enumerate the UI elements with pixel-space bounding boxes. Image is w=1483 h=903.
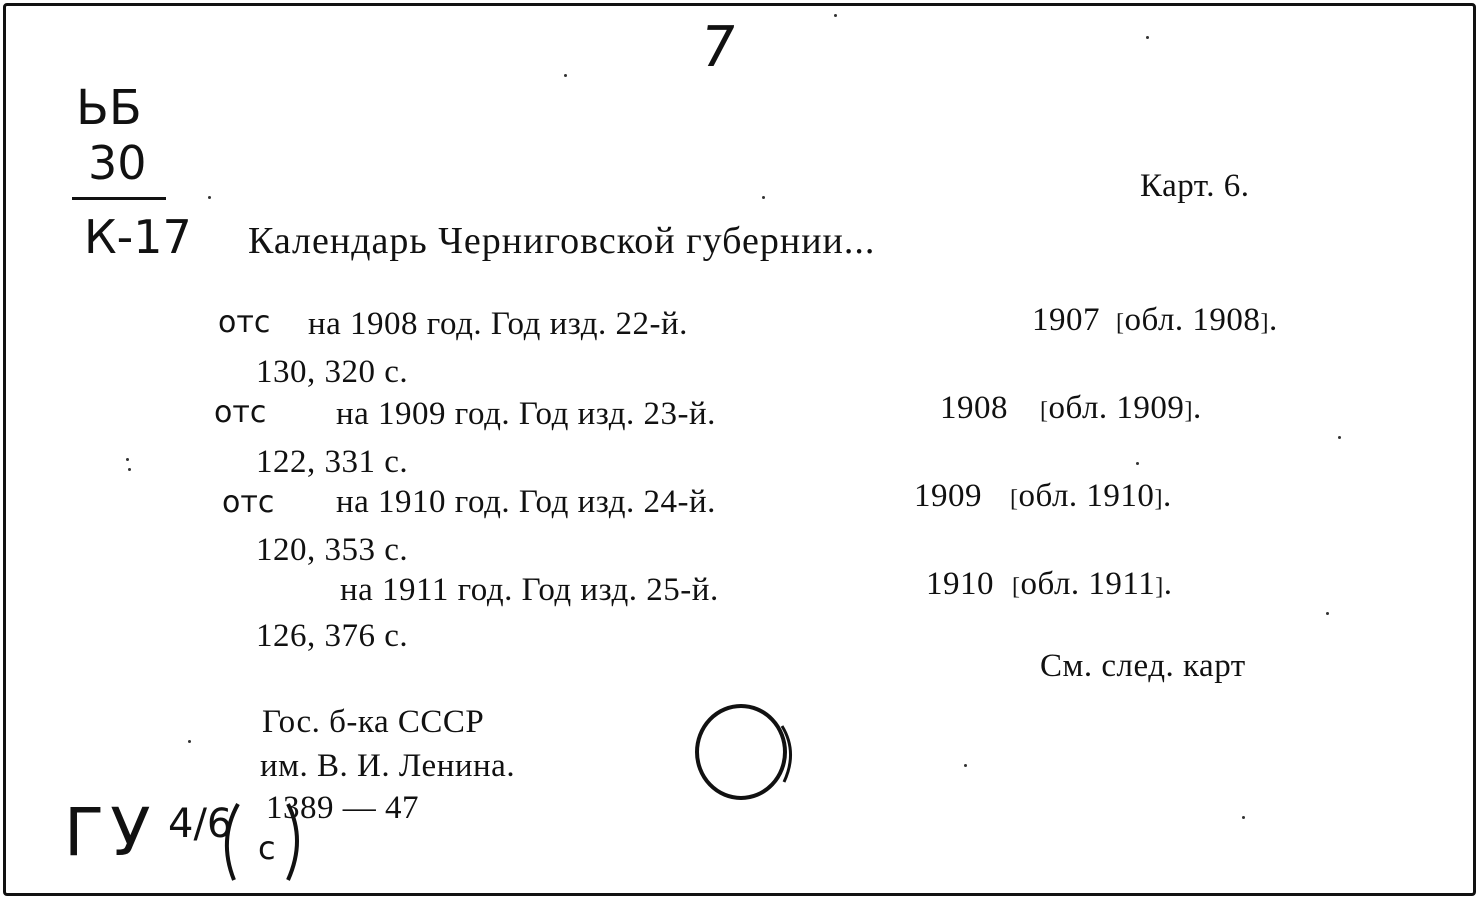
entry-cover-text: обл. 1908 (1124, 302, 1261, 338)
punch-hole (686, 700, 816, 810)
entry-cover-text: обл. 1909 (1048, 390, 1185, 426)
entry-cover: [обл. 1910]. (1010, 478, 1172, 514)
library-name: Гос. б-ка СССР (262, 704, 485, 740)
page-number-handwritten: 7 (695, 15, 741, 80)
entry-year: 1908 (940, 390, 1008, 426)
shelfmark-middle: 30 (88, 136, 147, 190)
handwritten-fraction: 4/6 (168, 801, 233, 847)
entry-year: 1907 (1032, 302, 1100, 338)
entry-text: на 1910 год. Год изд. 24-й. (336, 484, 716, 520)
entry-cover: [обл. 1908]. (1116, 302, 1278, 338)
library-name-2: им. В. И. Ленина. (260, 748, 516, 784)
library-code: 1389 — 47 (266, 790, 419, 826)
handwritten-code: ГУ (64, 794, 157, 871)
shelfmark-top: ЬБ (76, 80, 142, 136)
card-label: Карт. 6. (1140, 168, 1250, 204)
entry-mark: отс (214, 395, 267, 430)
shelfmark-bottom: К-17 (84, 210, 192, 264)
entry-cover: [обл. 1911]. (1012, 566, 1173, 602)
entry-pages: 122, 331 с. (256, 444, 409, 480)
entry-mark: отс (222, 485, 275, 520)
entry-text: на 1911 год. Год изд. 25-й. (340, 572, 719, 608)
card-title: Календарь Черниговской губернии... (248, 220, 876, 262)
entry-pages: 120, 353 с. (256, 532, 409, 568)
see-next-card: См. след. карт (1040, 648, 1246, 684)
entry-year: 1910 (926, 566, 994, 602)
entry-text: на 1908 год. Год изд. 22-й. (308, 306, 688, 342)
entry-cover-text: обл. 1910 (1018, 478, 1155, 514)
entry-year: 1909 (914, 478, 982, 514)
entry-pages: 130, 320 с. (256, 354, 409, 390)
entry-text: на 1909 год. Год изд. 23-й. (336, 396, 716, 432)
entry-cover-text: обл. 1911 (1020, 566, 1156, 602)
handwritten-letter: с (258, 829, 276, 867)
entry-pages: 126, 376 с. (256, 618, 409, 654)
entry-mark: отс (218, 305, 271, 340)
entry-cover: [обл. 1909]. (1040, 390, 1202, 426)
shelfmark-rule (72, 197, 166, 200)
